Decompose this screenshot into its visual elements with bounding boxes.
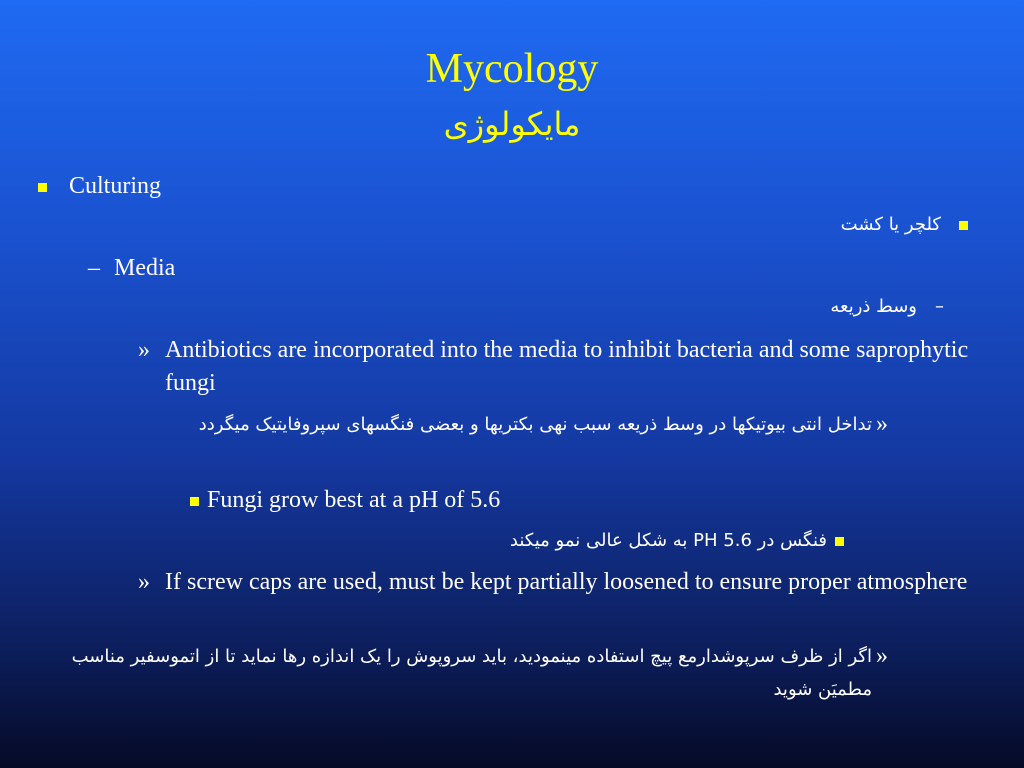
sub-sub-bullet-screw-marker-en	[138, 566, 150, 599]
screw-en-text: If screw caps are used, must be kept partially loosened to ensure proper atmosphere	[165, 569, 968, 595]
antibiotics-en-text: Antibiotics are incorporated into the media to inhibit bacteria and some saprophytic fungi	[165, 337, 969, 396]
media-en-text: Media	[114, 255, 176, 281]
chevron-marker: »	[876, 643, 888, 669]
chevron-marker: »	[138, 337, 150, 363]
sub-bullet-media-fa	[830, 290, 944, 323]
media-fa-text: وسط ذریعه	[830, 296, 917, 317]
sub-bullet-media-en	[88, 252, 175, 285]
square-bullet-icon	[38, 183, 47, 192]
slide-title-english: Mycology	[425, 46, 599, 92]
square-bullet-icon	[835, 537, 844, 546]
ph-en-text: Fungi grow best at a pH of 5.6	[207, 487, 501, 513]
bullet-culturing-en	[38, 170, 161, 203]
bullet-culturing-fa	[841, 208, 968, 241]
square-bullet-icon	[190, 497, 199, 506]
antibiotics-fa-text: تداخل انتی بیوتیکها در وسط ذریعه سبب نهی بکتریها و بعضی فنگسهای سپروفایتیک میگردد	[198, 414, 872, 435]
dash-marker: –	[88, 255, 100, 281]
screw-fa-text: اگر از ظرف سرپوشدارمع پیچ استفاده مینمودید، باید سروپوش را یک اندازه رها نماید تا از اتموسفیر مناسب مطمیَن شوید	[71, 646, 872, 700]
dash-marker: –	[935, 296, 944, 317]
bullet-ph-en	[190, 484, 500, 517]
chevron-marker: »	[138, 569, 150, 595]
sub-sub-bullet-antibiotics-marker-fa	[876, 408, 888, 441]
slide-title-persian: مایکولوژی	[443, 105, 581, 143]
sub-sub-bullet-antibiotics-marker-en	[138, 334, 150, 367]
culturing-fa-text: کلچر یا کشت	[840, 214, 941, 235]
bullet-ph-fa	[510, 524, 844, 557]
chevron-marker: »	[876, 411, 888, 437]
culturing-en-text: Culturing	[69, 173, 162, 199]
sub-sub-bullet-screw-marker-fa	[876, 640, 888, 673]
square-bullet-icon	[959, 221, 968, 230]
ph-fa-text: فنگس در PH 5.6 به شکل عالی نمو میکند	[509, 530, 827, 551]
